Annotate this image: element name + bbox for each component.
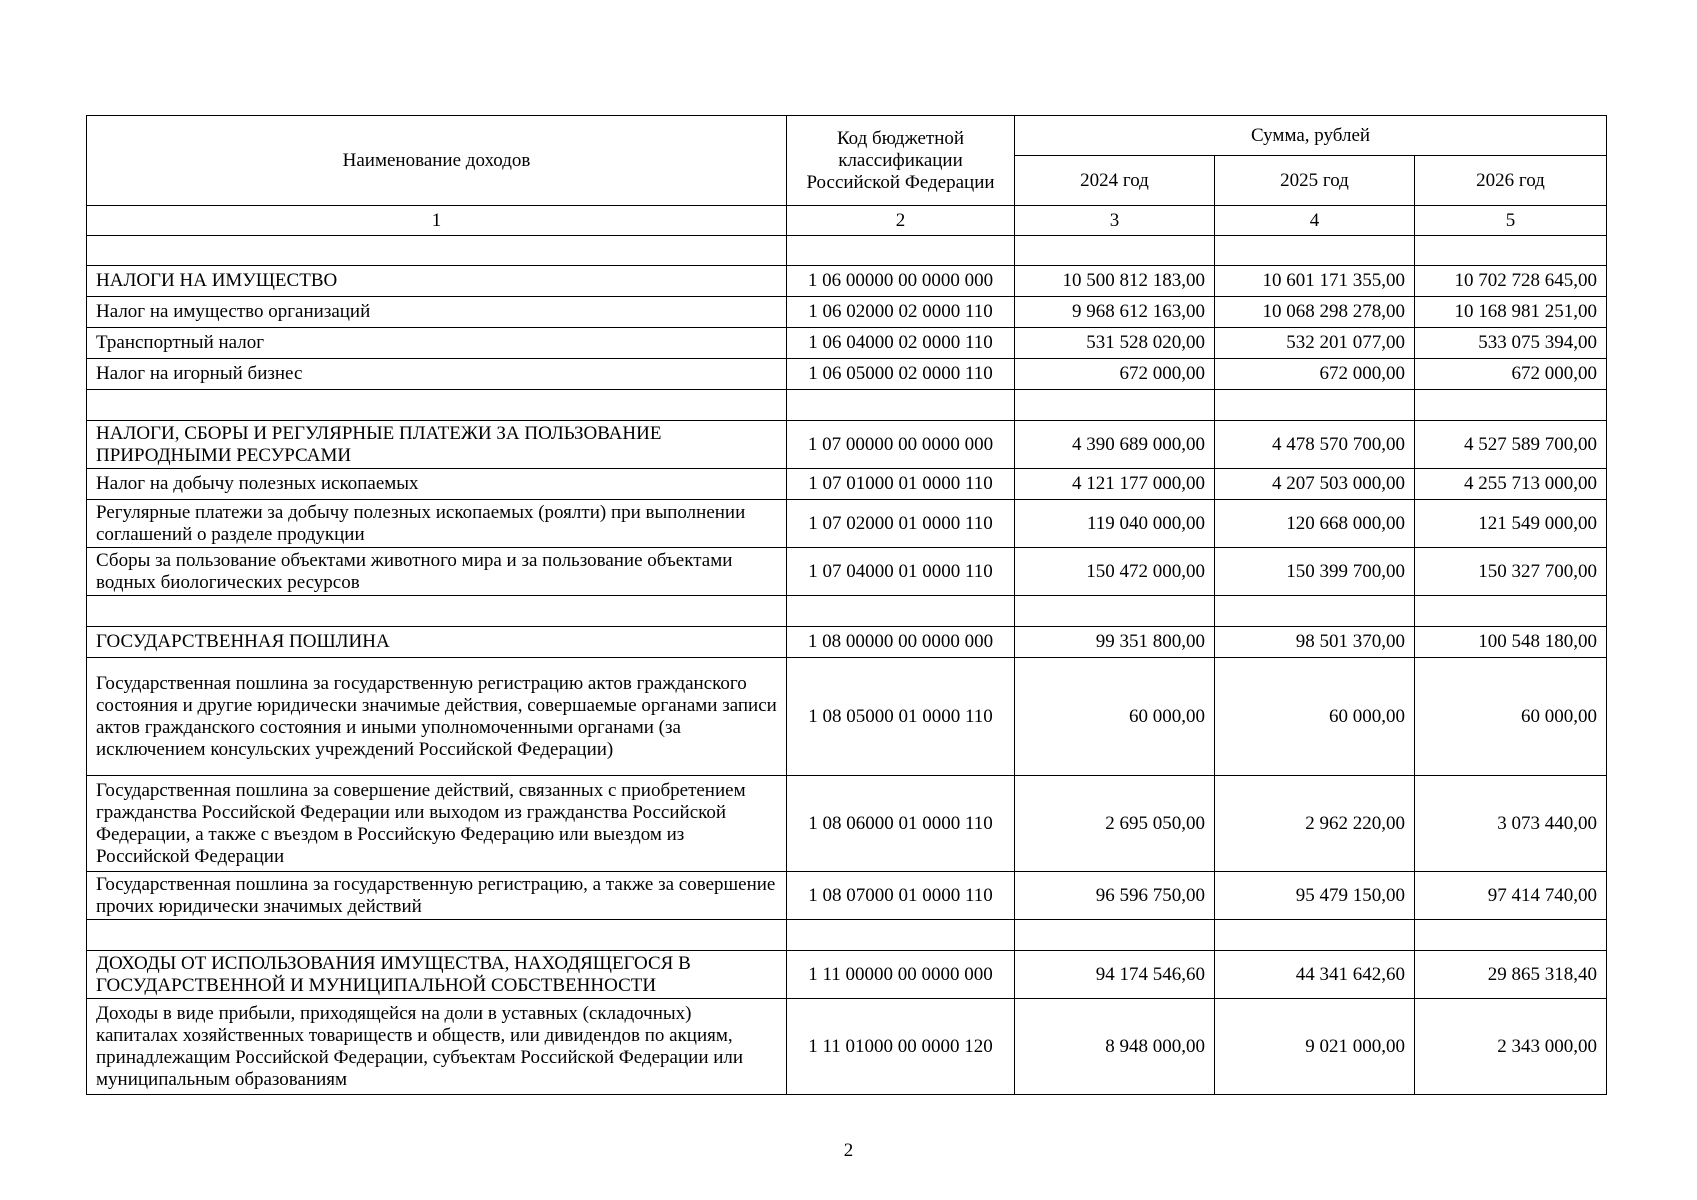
budget-code-cell: 1 07 04000 01 0000 110 xyxy=(787,548,1015,596)
empty-cell xyxy=(1015,390,1215,421)
empty-cell xyxy=(1215,236,1415,266)
empty-cell xyxy=(787,236,1015,266)
empty-cell xyxy=(1415,236,1607,266)
amount-2024-cell: 672 000,00 xyxy=(1015,359,1215,390)
budget-code-cell: 1 06 04000 02 0000 110 xyxy=(787,328,1015,359)
amount-2026-cell: 60 000,00 xyxy=(1415,658,1607,776)
header-name: Наименование доходов xyxy=(87,116,787,206)
header-year-2025: 2025 год xyxy=(1215,156,1415,206)
amount-2026-cell: 2 343 000,00 xyxy=(1415,999,1607,1095)
item-row xyxy=(87,297,1607,328)
income-name-cell: Регулярные платежи за добычу полезных ископаемых (роялти) при выполнении соглашений о разделе продукции xyxy=(87,500,787,548)
item-row xyxy=(87,776,1607,872)
item-row xyxy=(87,548,1607,596)
amount-2025-cell: 120 668 000,00 xyxy=(1215,500,1415,548)
amount-2024-cell: 10 500 812 183,00 xyxy=(1015,266,1215,297)
amount-2026-cell: 97 414 740,00 xyxy=(1415,872,1607,920)
spacer-row xyxy=(87,596,1607,627)
amount-2026-cell: 10 702 728 645,00 xyxy=(1415,266,1607,297)
revenue-table xyxy=(86,115,1607,1095)
amount-2025-cell: 150 399 700,00 xyxy=(1215,548,1415,596)
item-row xyxy=(87,359,1607,390)
amount-2025-cell: 4 478 570 700,00 xyxy=(1215,421,1415,469)
empty-cell xyxy=(1015,596,1215,627)
income-name-cell: ДОХОДЫ ОТ ИСПОЛЬЗОВАНИЯ ИМУЩЕСТВА, НАХОДЯЩЕГОСЯ В ГОСУДАРСТВЕННОЙ И МУНИЦИПАЛЬНОЙ СОБСТВЕННОСТИ xyxy=(87,951,787,999)
budget-code-cell: 1 08 07000 01 0000 110 xyxy=(787,872,1015,920)
group-row xyxy=(87,266,1607,297)
empty-cell xyxy=(1215,920,1415,951)
budget-code-cell: 1 07 02000 01 0000 110 xyxy=(787,500,1015,548)
group-row xyxy=(87,421,1607,469)
budget-code-cell: 1 08 05000 01 0000 110 xyxy=(787,658,1015,776)
empty-cell xyxy=(1215,596,1415,627)
amount-2025-cell: 4 207 503 000,00 xyxy=(1215,469,1415,500)
budget-code-cell: 1 08 06000 01 0000 110 xyxy=(787,776,1015,872)
spacer-row xyxy=(87,920,1607,951)
amount-2026-cell: 4 255 713 000,00 xyxy=(1415,469,1607,500)
amount-2024-cell: 150 472 000,00 xyxy=(1015,548,1215,596)
amount-2025-cell: 10 601 171 355,00 xyxy=(1215,266,1415,297)
budget-code-cell: 1 07 01000 01 0000 110 xyxy=(787,469,1015,500)
amount-2024-cell: 99 351 800,00 xyxy=(1015,627,1215,658)
amount-2024-cell: 4 390 689 000,00 xyxy=(1015,421,1215,469)
income-name-cell: Налог на добычу полезных ископаемых xyxy=(87,469,787,500)
income-name-cell: Государственная пошлина за государственную регистрацию, а также за совершение прочих юридически значимых действий xyxy=(87,872,787,920)
header-year-2024: 2024 год xyxy=(1015,156,1215,206)
income-name-cell: Налог на игорный бизнес xyxy=(87,359,787,390)
budget-code-cell: 1 11 01000 00 0000 120 xyxy=(787,999,1015,1095)
empty-cell xyxy=(87,596,787,627)
column-number: 3 xyxy=(1015,206,1215,236)
income-name-cell: Государственная пошлина за государственную регистрацию актов гражданского состояния и другие юридически значимые действия, совершаемые органами записи актов гражданского состояния и иными уполномоченными органами (за исключением консульских учреждений Российской Федерации) xyxy=(87,658,787,776)
amount-2025-cell: 60 000,00 xyxy=(1215,658,1415,776)
item-row xyxy=(87,328,1607,359)
amount-2025-cell: 2 962 220,00 xyxy=(1215,776,1415,872)
header-code: Код бюджетной классификации Российской Федерации xyxy=(787,116,1015,206)
empty-cell xyxy=(87,920,787,951)
item-row xyxy=(87,658,1607,776)
column-number: 2 xyxy=(787,206,1015,236)
amount-2024-cell: 2 695 050,00 xyxy=(1015,776,1215,872)
empty-cell xyxy=(87,390,787,421)
amount-2024-cell: 94 174 546,60 xyxy=(1015,951,1215,999)
column-number: 4 xyxy=(1215,206,1415,236)
spacer-row xyxy=(87,236,1607,266)
amount-2025-cell: 532 201 077,00 xyxy=(1215,328,1415,359)
empty-cell xyxy=(1215,390,1415,421)
empty-cell xyxy=(787,390,1015,421)
table-body xyxy=(87,236,1607,1095)
amount-2026-cell: 672 000,00 xyxy=(1415,359,1607,390)
group-row xyxy=(87,951,1607,999)
income-name-cell: НАЛОГИ НА ИМУЩЕСТВО xyxy=(87,266,787,297)
amount-2024-cell: 9 968 612 163,00 xyxy=(1015,297,1215,328)
amount-2024-cell: 119 040 000,00 xyxy=(1015,500,1215,548)
empty-cell xyxy=(1015,236,1215,266)
income-name-cell: Транспортный налог xyxy=(87,328,787,359)
amount-2026-cell: 533 075 394,00 xyxy=(1415,328,1607,359)
header-sum: Сумма, рублей xyxy=(1015,116,1607,156)
empty-cell xyxy=(787,920,1015,951)
empty-cell xyxy=(787,596,1015,627)
amount-2024-cell: 60 000,00 xyxy=(1015,658,1215,776)
amount-2026-cell: 3 073 440,00 xyxy=(1415,776,1607,872)
amount-2025-cell: 672 000,00 xyxy=(1215,359,1415,390)
amount-2025-cell: 98 501 370,00 xyxy=(1215,627,1415,658)
empty-cell xyxy=(1015,920,1215,951)
column-number: 1 xyxy=(87,206,787,236)
income-name-cell: НАЛОГИ, СБОРЫ И РЕГУЛЯРНЫЕ ПЛАТЕЖИ ЗА ПОЛЬЗОВАНИЕ ПРИРОДНЫМИ РЕСУРСАМИ xyxy=(87,421,787,469)
empty-cell xyxy=(87,236,787,266)
amount-2026-cell: 150 327 700,00 xyxy=(1415,548,1607,596)
budget-code-cell: 1 11 00000 00 0000 000 xyxy=(787,951,1015,999)
income-name-cell: Налог на имущество организаций xyxy=(87,297,787,328)
amount-2025-cell: 95 479 150,00 xyxy=(1215,872,1415,920)
item-row xyxy=(87,469,1607,500)
empty-cell xyxy=(1415,920,1607,951)
amount-2024-cell: 4 121 177 000,00 xyxy=(1015,469,1215,500)
item-row xyxy=(87,500,1607,548)
item-row xyxy=(87,999,1607,1095)
amount-2025-cell: 10 068 298 278,00 xyxy=(1215,297,1415,328)
amount-2026-cell: 4 527 589 700,00 xyxy=(1415,421,1607,469)
empty-cell xyxy=(1415,390,1607,421)
budget-code-cell: 1 08 00000 00 0000 000 xyxy=(787,627,1015,658)
income-name-cell: Государственная пошлина за совершение действий, связанных с приобретением гражданства Российской Федерации или выходом из гражданства Российской Федерации, а также с въездом в Российскую Федерацию или выездом из Российской Федерации xyxy=(87,776,787,872)
amount-2026-cell: 100 548 180,00 xyxy=(1415,627,1607,658)
group-row xyxy=(87,627,1607,658)
budget-code-cell: 1 07 00000 00 0000 000 xyxy=(787,421,1015,469)
amount-2026-cell: 121 549 000,00 xyxy=(1415,500,1607,548)
page-number: 2 xyxy=(843,1140,854,1161)
budget-code-cell: 1 06 02000 02 0000 110 xyxy=(787,297,1015,328)
budget-code-cell: 1 06 05000 02 0000 110 xyxy=(787,359,1015,390)
amount-2026-cell: 29 865 318,40 xyxy=(1415,951,1607,999)
amount-2024-cell: 96 596 750,00 xyxy=(1015,872,1215,920)
column-number: 5 xyxy=(1415,206,1607,236)
spacer-row xyxy=(87,390,1607,421)
amount-2025-cell: 9 021 000,00 xyxy=(1215,999,1415,1095)
amount-2024-cell: 531 528 020,00 xyxy=(1015,328,1215,359)
income-name-cell: Доходы в виде прибыли, приходящейся на доли в уставных (складочных) капиталах хозяйственных товариществ и обществ, или дивидендов по акциям, принадлежащим Российской Федерации, субъектам Российской Федерации или муниципальным образованиям xyxy=(87,999,787,1095)
amount-2025-cell: 44 341 642,60 xyxy=(1215,951,1415,999)
income-name-cell: ГОСУДАРСТВЕННАЯ ПОШЛИНА xyxy=(87,627,787,658)
amount-2024-cell: 8 948 000,00 xyxy=(1015,999,1215,1095)
header-year-2026: 2026 год xyxy=(1415,156,1607,206)
amount-2026-cell: 10 168 981 251,00 xyxy=(1415,297,1607,328)
income-name-cell: Сборы за пользование объектами животного мира и за пользование объектами водных биологических ресурсов xyxy=(87,548,787,596)
budget-code-cell: 1 06 00000 00 0000 000 xyxy=(787,266,1015,297)
item-row xyxy=(87,872,1607,920)
empty-cell xyxy=(1415,596,1607,627)
